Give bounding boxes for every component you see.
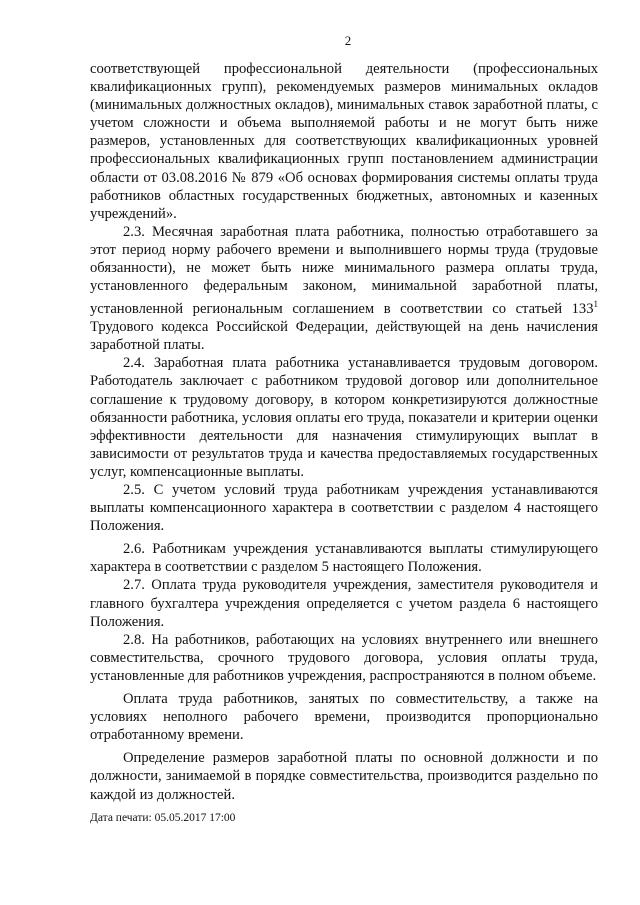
paragraph-separate-calc: Определение размеров заработной платы по основной должности и по должности, занимаемой в порядке совместительства, производится раздельно по каждой из должностей. [90,750,598,803]
paragraph-2-3-text: 2.3. Месячная заработная плата работника, полностью отработавшего за этот период норму рабочего времени и выполнившего нормы труда (трудовые обязанности), не может быть ниже минимального размера оплаты труда, установленного федеральным законом, минимальной заработной платы, установленной региональным соглашением в соответствии со статьей 133 [90,223,598,318]
article-superscript: 1 [593,299,598,310]
paragraph-2-3 [90,223,598,355]
paragraph-2-5: 2.5. С учетом условий труда работникам учреждения устанавливаются выплаты компенсационного характера в соответствии с разделом 4 настоящего Положения. [90,482,598,535]
paragraph-continuation: соответствующей профессиональной деятельности (профессиональных квалификационных групп), рекомендуемых размеров минимальных окладов (минимальных должностных окладов), минимальных ставок заработной платы, с учетом сложности и объема выполняемой работы и не могут быть ниже размеров, установленных для соответствующих квалификационных уровней профессиональных квалификационных групп постановлением администрации области от 03.08.2016 № 879 «Об основах формирования системы оплаты труда работников областных государственных бюджетных, автономных и казенных учреждений». [90,61,598,222]
document-body [90,60,598,804]
paragraph-2-3-text-cont: Трудового кодекса Российской Федерации, действующей на день начисления заработной платы. [90,319,598,354]
paragraph-2-6: 2.6. Работникам учреждения устанавливаются выплаты стимулирующего характера в соответствии с разделом 5 настоящего Положения. [90,541,598,576]
print-date: Дата печати: 05.05.2017 17:00 [90,812,236,824]
page-number: 2 [344,33,352,48]
paragraph-part-time: Оплата труда работников, занятых по совместительству, а также на условиях неполного рабочего времени, производится пропорционально отработанному времени. [90,691,598,744]
paragraph-2-7: 2.7. Оплата труда руководителя учреждения, заместителя руководителя и главного бухгалтера учреждения определяется с учетом раздела 6 настоящего Положения. [90,577,598,630]
paragraph-2-8: 2.8. На работников, работающих на условиях внутреннего или внешнего совместительства, срочного трудового договора, условия оплаты труда, установленные для работников учреждения, распространяются в полном объеме. [90,631,598,684]
paragraph-2-4: 2.4. Заработная плата работника устанавливается трудовым договором. Работодатель заключает с работником трудовой договор или дополнительное соглашение к трудовому договору, в котором конкретизируются должностные обязанности работника, условия оплаты его труда, показатели и критерии оценки эффективности деятельности для назначения стимулирующих выплат в зависимости от результатов труда и качества предоставляемых государственных услуг, компенсационные выплаты. [90,355,598,480]
